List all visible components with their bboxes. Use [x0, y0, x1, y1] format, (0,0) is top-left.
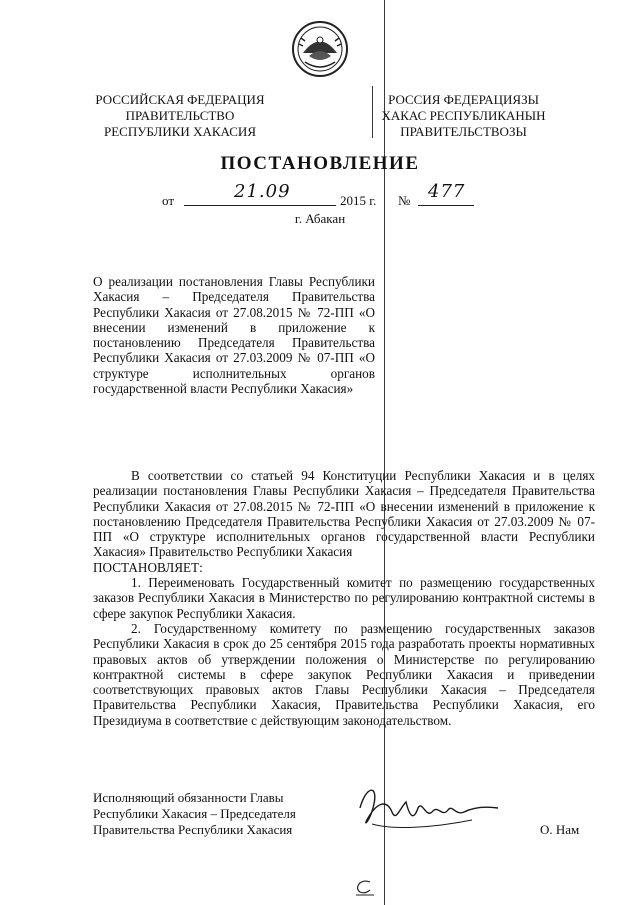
handwritten-number: 477 [428, 181, 466, 202]
header-right-line-3: ПРАВИТЕЛЬСТВОЗЫ [400, 124, 527, 139]
date-prefix: от [162, 193, 175, 208]
number-sign: № [398, 193, 411, 208]
signatory-position-line-2: Республики Хакасия – Председателя [93, 806, 296, 821]
header-left [80, 92, 280, 140]
handwritten-date: 21.09 [234, 181, 291, 202]
signatory-position-line-1: Исполняющий обязанности Главы [93, 790, 284, 805]
handwritten-mark [350, 876, 378, 898]
handwritten-signature [352, 778, 502, 842]
city-name: г. Абакан [294, 211, 346, 226]
body-item-2: 2. Государственному комитету по размещению государственных заказов Республики Хакасия в срок до 25 сентября 2015 года разработать проекты нормативных правовых актов об утверждении положения о Министерстве по регулированию контрактной системы в сфере закупок Республики Хакасия и приведении соответствующих правовых актов Главы Республики Хакасия – Председателя Правительства Республики Хакасия, Правительства Республики Хакасия, его Президиума в соответствие с действующим законодательством. [93, 620, 595, 728]
document-body [93, 468, 595, 728]
signatory-name: О. Нам [540, 822, 580, 837]
header-left-line-3: РЕСПУБЛИКИ ХАКАСИЯ [103, 124, 256, 139]
body-item-1: 1. Переименовать Государственный комитет по размещению государственных заказов Республики Хакасия в Министерство по регулированию контрактной системы в сфере закупок Республики Хакасия. [93, 575, 595, 621]
coat-of-arms-emblem [291, 20, 349, 78]
body-intro: В соответствии со статьей 94 Конституции Республики Хакасия и в целях реализации постановления Главы Республики Хакасия – Председателя Правительства Республики Хакасия от 27.08.2015 № 72-ПП «О внесении изменений в приложение к постановлению Председателя Правительства Республики Хакасия от 27.03.2009 № 07-ПП «О структуре исполнительных органов государственной власти Республики Хакасия» Правительство Республики Хакасия [93, 468, 595, 560]
document-title: ПОСТАНОВЛЕНИЕ [220, 153, 420, 174]
document-subject: О реализации постановления Главы Республики Хакасия – Председателя Правительства Республики Хакасия от 27.08.2015 № 72-ПП «О внесении изменений в приложение к постановлению Председателя Правительства Республики Хакасия от 27.03.2009 № 07-ПП «О структуре исполнительных органов государственной власти Республики Хакасия» [93, 274, 375, 397]
date-year: 2015 г. [340, 193, 377, 208]
header-right [371, 92, 556, 140]
body-decree: ПОСТАНОВЛЯЕТ: [93, 559, 203, 575]
header-left-line-2: ПРАВИТЕЛЬСТВО [125, 108, 235, 123]
header-right-line-1: РОССИЯ ФЕДЕРАЦИЯЗЫ [388, 92, 539, 107]
date-line [150, 181, 490, 212]
header-right-line-2: ХАКАС РЕСПУБЛИКАНЫН [381, 108, 546, 123]
signatory-position-line-3: Правительства Республики Хакасия [93, 822, 293, 837]
header-left-line-1: РОССИЙСКАЯ ФЕДЕРАЦИЯ [95, 92, 265, 107]
signatory-position [93, 790, 333, 838]
city [0, 211, 640, 226]
